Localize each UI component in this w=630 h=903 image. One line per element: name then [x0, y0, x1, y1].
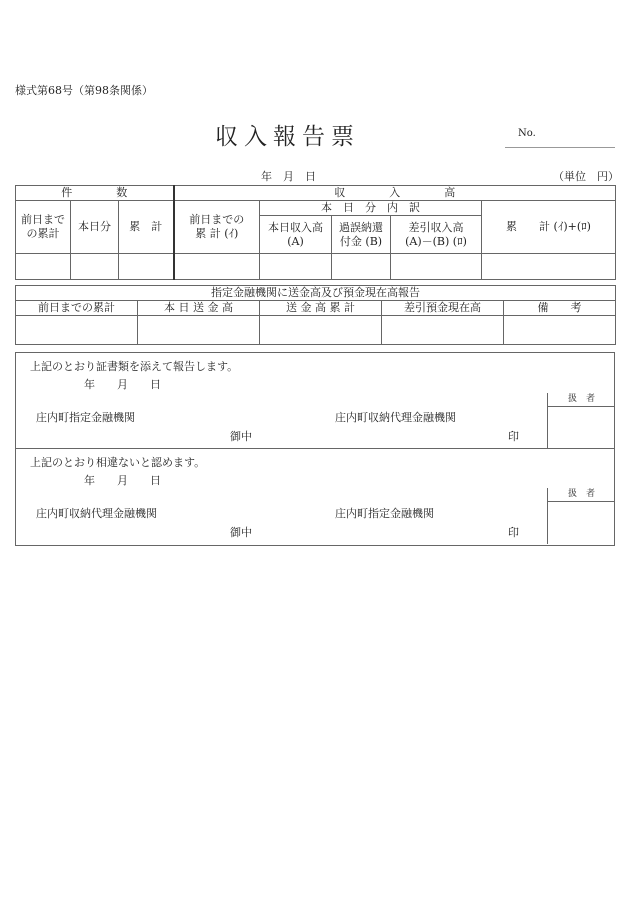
section1-handler-label: 扱 者: [548, 393, 615, 407]
number-field-line: [505, 147, 615, 148]
section2-statement: 上記のとおり相違ないと認めます。: [30, 456, 206, 469]
section1-seal: 印: [508, 430, 519, 443]
form-code: 様式第68号（第98条関係）: [15, 84, 153, 97]
section1-handler-box[interactable]: [547, 393, 615, 448]
net-income-cell[interactable]: [391, 254, 482, 280]
section2-handler-label: 扱 者: [548, 488, 615, 502]
col-remarks: 備 考: [504, 301, 616, 316]
count-total-header: 累 計: [119, 201, 174, 254]
section-divider: [15, 448, 615, 449]
count-today-cell[interactable]: [71, 254, 119, 280]
count-today-header: 本日分: [71, 201, 119, 254]
section2-date: 年 月 日: [84, 474, 161, 487]
today-income-header: 本日収入高 (A): [260, 216, 332, 254]
refund-cell[interactable]: [332, 254, 391, 280]
col-balance: 差引預金現在高: [382, 301, 504, 316]
section1-recipient: 庄内町指定金融機関: [36, 411, 135, 424]
col-today-sent: 本 日 送 金 高: [138, 301, 260, 316]
col-sent-total: 送 金 高 累 計: [260, 301, 382, 316]
count-total-cell[interactable]: [119, 254, 174, 280]
section1-date: 年 月 日: [84, 378, 161, 391]
cumulative-header: 累 計 (ｲ)+(ﾛ): [482, 201, 616, 254]
remittance-title: 指定金融機関に送金高及び預金現在高報告: [16, 286, 616, 301]
section2-handler-box[interactable]: [547, 488, 615, 544]
income-prev-header: 前日までの 累 計 (ｲ): [174, 201, 260, 254]
report-date: 年 月 日: [261, 170, 316, 183]
section2-sender: 庄内町指定金融機関: [335, 507, 434, 520]
count-income-table: [15, 185, 616, 280]
balance-cell[interactable]: [382, 316, 504, 345]
remittance-table: [15, 285, 616, 345]
section1-salutation: 御中: [230, 430, 252, 443]
col-prev-total: 前日までの累計: [16, 301, 138, 316]
cumulative-cell[interactable]: [482, 254, 616, 280]
income-prev-cell[interactable]: [174, 254, 260, 280]
remarks-cell[interactable]: [504, 316, 616, 345]
section2-seal: 印: [508, 526, 519, 539]
income-group-header: 収 入 高: [174, 186, 616, 201]
section2-recipient: 庄内町収納代理金融機関: [36, 507, 157, 520]
prev-total-cell[interactable]: [16, 316, 138, 345]
section1-sender: 庄内町収納代理金融機関: [335, 411, 456, 424]
number-label: No.: [518, 128, 536, 139]
refund-header: 過誤納還 付金 (B): [332, 216, 391, 254]
section2-salutation: 御中: [230, 526, 252, 539]
unit-label: （単位 円）: [553, 170, 619, 183]
net-income-header: 差引収入高 (A)－(B) (ﾛ): [391, 216, 482, 254]
today-income-cell[interactable]: [260, 254, 332, 280]
count-prev-cell[interactable]: [16, 254, 71, 280]
today-sent-cell[interactable]: [138, 316, 260, 345]
page-title: 収入報告票: [215, 124, 360, 150]
count-group-header: 件 数: [16, 186, 174, 201]
today-breakdown-header: 本 日 分 内 訳: [260, 201, 482, 216]
section1-statement: 上記のとおり証書類を添えて報告します。: [30, 360, 239, 373]
sent-total-cell[interactable]: [260, 316, 382, 345]
count-prev-header: 前日まで の累計: [16, 201, 71, 254]
